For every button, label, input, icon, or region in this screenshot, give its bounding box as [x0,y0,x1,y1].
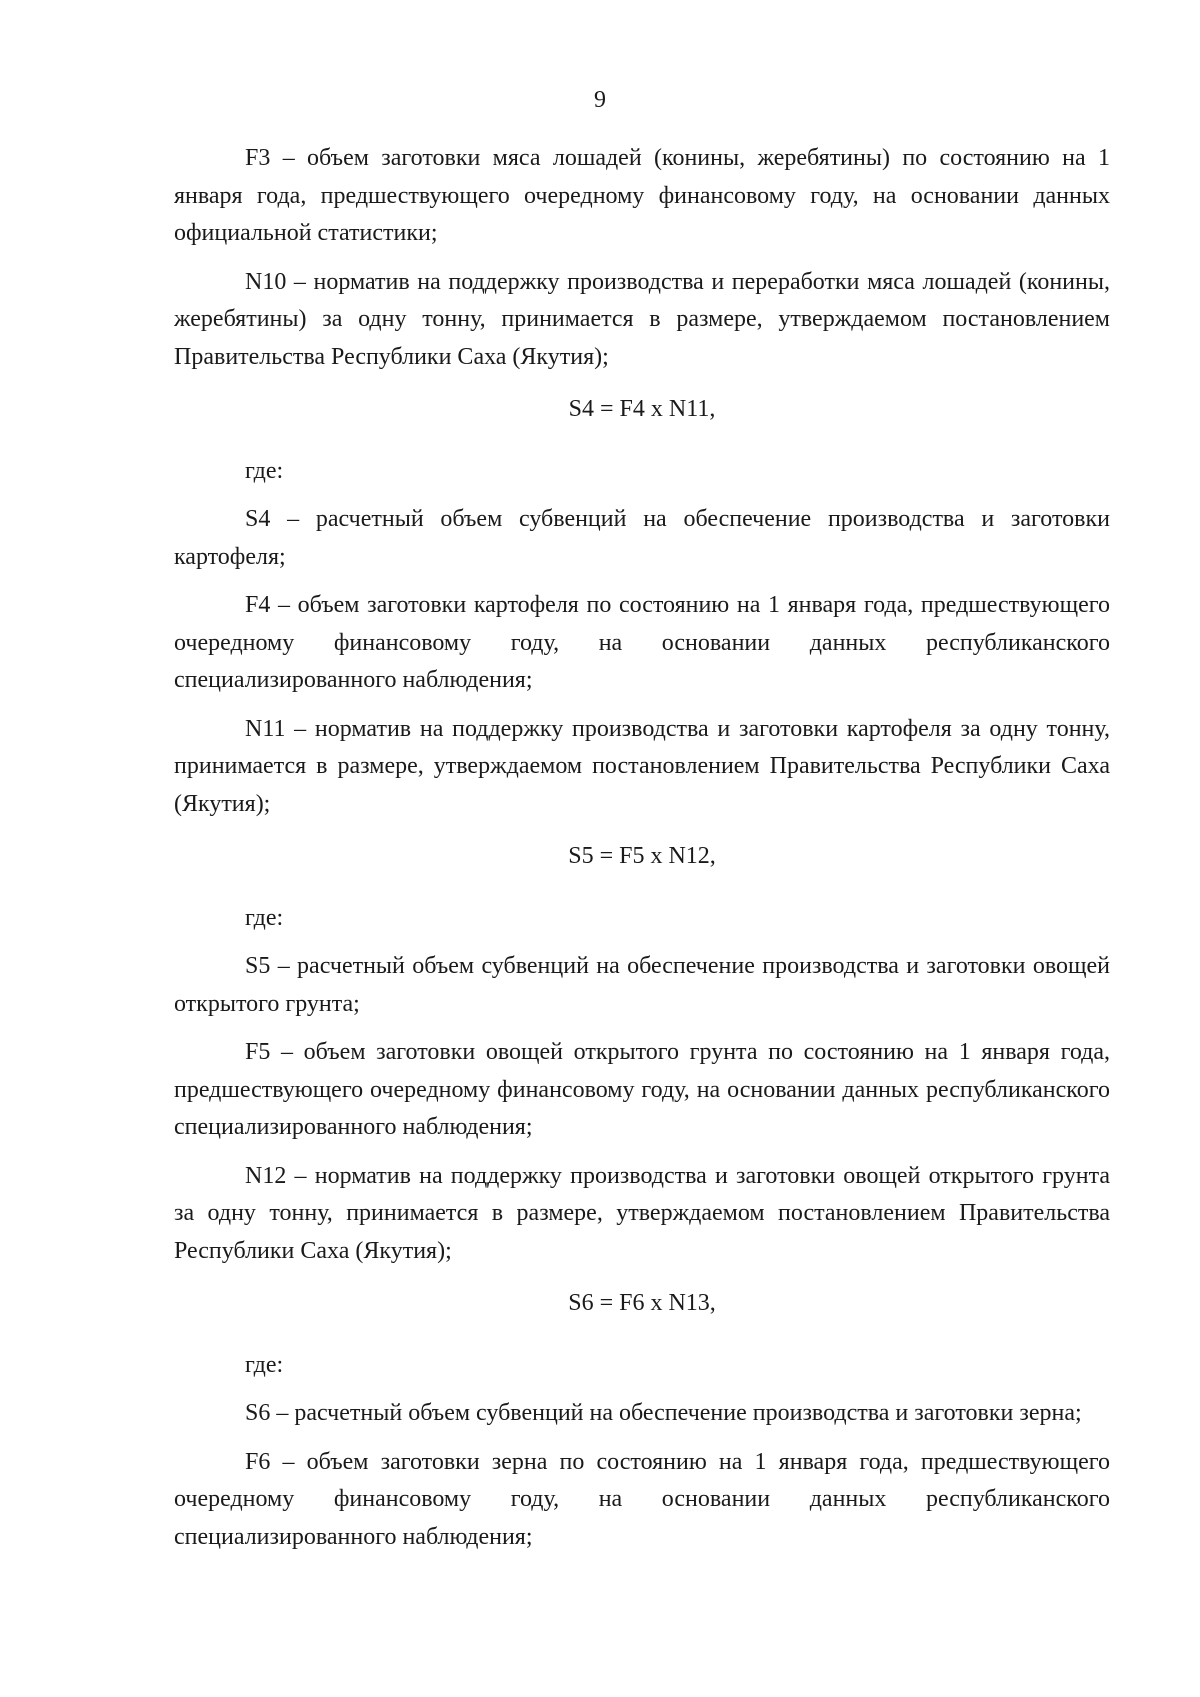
paragraph-n11-definition: N11 – норматив на поддержку производства и заготовки картофеля за одну тонну, принимается в размере, утверждаемом постановлением Правительства Республики Саха (Якутия); [174,715,1110,817]
paragraph-f3-definition: F3 – объем заготовки мяса лошадей (конины, жеребятины) по состоянию на 1 января года, предшествующего очередному финансовому году, на основании данных официальной статистики; [174,145,1110,246]
document-body [174,140,1110,1567]
paragraph-n12-definition: N12 – норматив на поддержку производства и заготовки овощей открытого грунта за одну тонну, принимается в размере, утверждаемом постановлением Правительства Республики Саха (Якутия); [174,1162,1110,1264]
where-label: где: [245,904,284,931]
formula-s4: S4 = F4 x N11, [568,396,716,422]
paragraph-n10-definition: N10 – норматив на поддержку производства и переработки мяса лошадей (конины, жеребятины) за одну тонну, принимается в размере, утверждаемом постановлением Правительства Республики Саха (Якутия); [174,268,1110,370]
paragraph-f6-definition: F6 – объем заготовки зерна по состоянию на 1 января года, предшествующего очередному финансовому году, на основании данных республиканского специализированного наблюдения; [174,1448,1110,1550]
paragraph-s4-definition: S4 – расчетный объем субвенций на обеспечение производства и заготовки картофеля; [174,506,1110,570]
paragraph-s6-definition: S6 – расчетный объем субвенций на обеспечение производства и заготовки зерна; [245,1400,1082,1426]
where-label: где: [245,457,284,484]
formula-s6: S6 = F6 x N13, [568,1290,716,1316]
paragraph-f4-definition: F4 – объем заготовки картофеля по состоянию на 1 января года, предшествующего очередному финансовому году, на основании данных республиканского специализированного наблюдения; [174,592,1110,693]
paragraph-s5-definition: S5 – расчетный объем субвенций на обеспечение производства и заготовки овощей открытого грунта; [174,953,1110,1017]
where-label: где: [245,1351,284,1378]
paragraph-f5-definition: F5 – объем заготовки овощей открытого грунта по состоянию на 1 января года, предшествующего очередному финансовому году, на основании данных республиканского специализированного наблюдения; [174,1039,1110,1140]
formula-s5: S5 = F5 x N12, [568,843,716,869]
page-number: 9 [594,87,606,113]
